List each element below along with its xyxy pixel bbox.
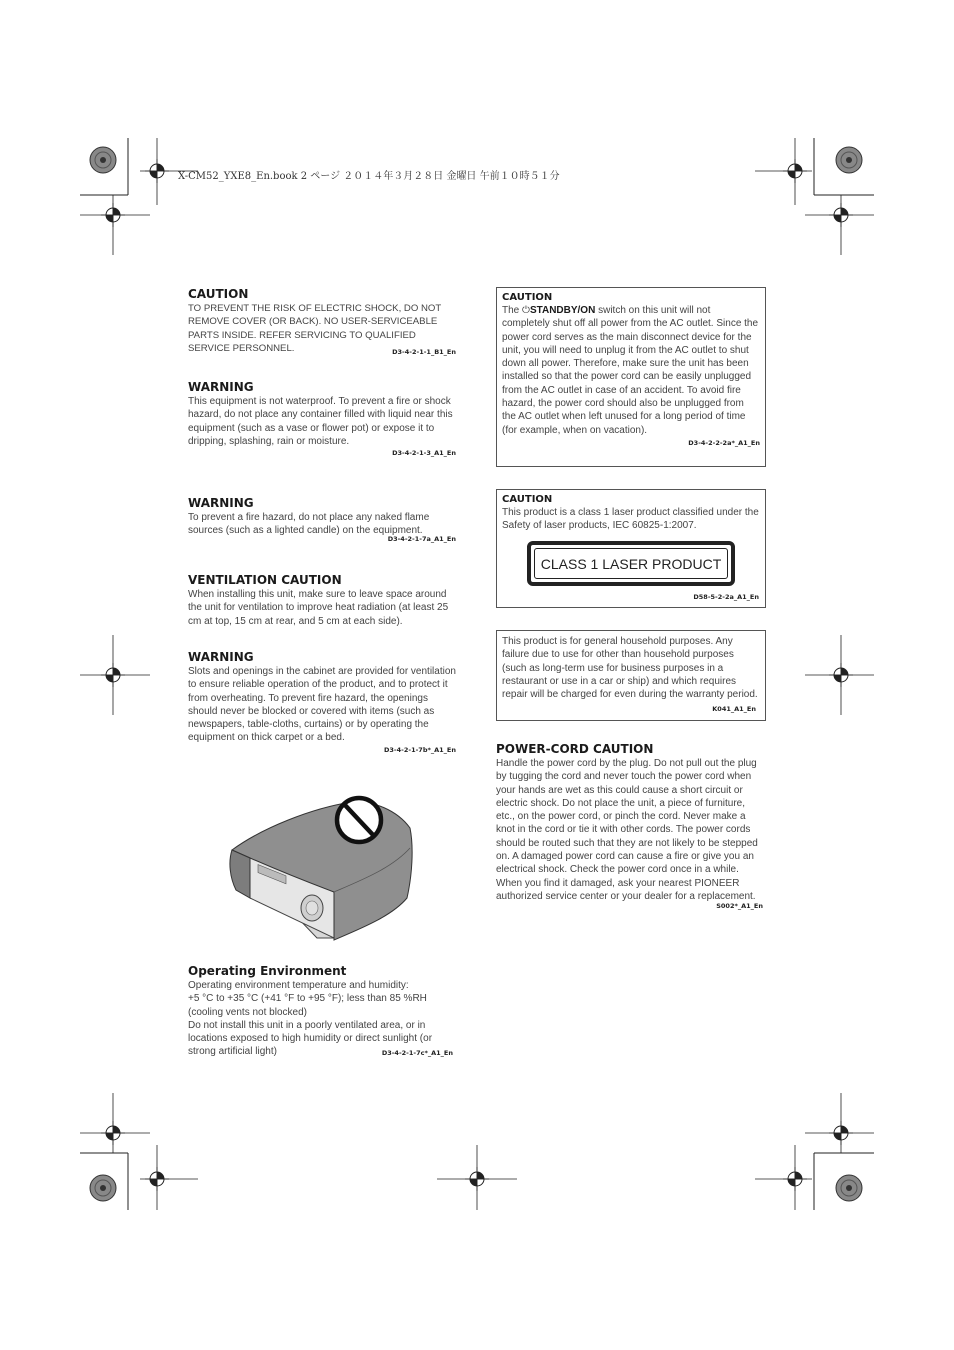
warning-slots-section <box>188 650 456 754</box>
doc-code: K041_A1_En <box>712 705 756 713</box>
section-body: When installing this unit, make sure to leave space around the unit for ventilation to improve heat radiation (at least 25 cm at top, 15 cm at rear, and 5 cm at each side). <box>188 589 449 627</box>
section-title: WARNING <box>188 650 254 664</box>
section-body-line: Operating environment temperature and humidity: <box>188 980 409 991</box>
section-body: This product is for general household purposes. Any failure due to use for other than household purposes (such as long-term use for business purposes in a restaurant or use in a car or ship) and which requires repair will be charged for even during the warranty period. <box>502 636 758 701</box>
class1-laser-label: CLASS 1 LASER PRODUCT <box>527 541 735 586</box>
registration-star-icon <box>90 147 116 173</box>
section-title: Operating Environment <box>188 964 347 978</box>
section-body: Slots and openings in the cabinet are provided for ventilation to ensure reliable operation of the product, and to protect it from overheating. To prevent fire hazard, the openings should never be blocked or covered with items (such as newspapers, table-cloths, curtains) or by operating the equipment on thick carpet or a bed. <box>188 666 456 744</box>
registration-star-icon <box>836 1175 862 1201</box>
section-title: WARNING <box>188 380 254 394</box>
doc-code: D3-4-2-1-1_B1_En <box>392 348 456 357</box>
doc-code: D3-4-2-2-2a*_A1_En <box>688 438 760 447</box>
section-body: The ⏻STANDBY/ON switch on this unit will not completely shut off all power from the AC outlet. Since the power cord serves as the main disconnect device for the unit, you will need to unplug it from the AC outlet to shut down all power. Therefore, make sure the unit has been installed so that the power cord can be easily unplugged from the AC outlet in case of an accident. To avoid fire hazard, the power cord should also be unplugged from the AC outlet when left unused for a long period of time (for example, when on vacation). <box>502 305 759 436</box>
power-cord-caution-section <box>496 742 766 910</box>
doc-code: D3-4-2-1-3_A1_En <box>392 449 456 458</box>
section-title: CAUTION <box>188 287 249 301</box>
doc-code: D3-4-2-1-7a_A1_En <box>387 534 456 543</box>
operating-environment-section <box>188 964 456 1057</box>
doc-code: D3-4-2-1-7b*_A1_En <box>384 745 456 754</box>
section-body: To prevent a fire hazard, do not place any naked flame sources (such as a lighted candle) on the equipment. <box>188 512 430 537</box>
caution-section <box>188 287 456 356</box>
book-header: X-CM52_YXE8_En.book 2 ページ ２０１４年３月２８日 金曜日 午前１０時５１分 <box>178 171 560 182</box>
registration-star-icon <box>90 1175 116 1201</box>
household-notice-box <box>496 630 766 721</box>
standby-on-label: STANDBY/ON <box>529 305 596 316</box>
ventilation-caution-section <box>188 573 456 628</box>
doc-code: S002*_A1_En <box>716 902 763 911</box>
warning-waterproof-section <box>188 380 456 457</box>
doc-code: D3-4-2-1-7c*_A1_En <box>381 1048 453 1057</box>
warning-flame-section <box>188 496 456 543</box>
section-body: This product is a class 1 laser product classified under the Safety of laser products, IEC 60825-1:2007. <box>502 507 759 532</box>
section-title: WARNING <box>188 496 254 510</box>
power-icon: ⏻ <box>522 305 530 316</box>
section-body-line: +5 °C to +35 °C (+41 °F to +95 °F); less than 85 %RH (cooling vents not blocked) <box>188 993 427 1018</box>
section-body-line: Do not install this unit in a poorly ventilated area, or in locations exposed to high humidity or direct sunlight (or strong artificial light) <box>188 1019 433 1058</box>
section-title: VENTILATION CAUTION <box>188 573 342 587</box>
section-body: This equipment is not waterproof. To prevent a fire or shock hazard, do not place any container filled with liquid near this equipment (such as a vase or flower pot) or expose it to dripping, splashing, rain or moisture. <box>188 396 453 447</box>
covered-unit-illustration <box>222 788 422 948</box>
registration-star-icon <box>836 147 862 173</box>
laser-caution-box <box>496 489 766 608</box>
section-title: CAUTION <box>502 292 553 303</box>
section-title: POWER-CORD CAUTION <box>496 742 654 756</box>
section-body: Handle the power cord by the plug. Do not pull out the plug by tugging the cord and never touch the power cord when your hands are wet as this could cause a short circuit or electric shock. Do not place the unit, a piece of furniture, etc., on the power cord, or pinch the cord. Never make a knot in the cord or tie it with other cords. The power cords should be routed such that they are not likely to be stepped on. A damaged power cord can cause a fire or give you an electrical shock. Check the power cord once in a while. When you find it damaged, ask your nearest PIONEER authorized service center or your dealer for a replacement. <box>496 758 758 902</box>
section-title: CAUTION <box>502 494 553 505</box>
section-body: TO PREVENT THE RISK OF ELECTRIC SHOCK, DO NOT REMOVE COVER (OR BACK). NO USER-SERVICEABLE PARTS INSIDE. REFER SERVICING TO QUALIFIED SERVICE PERSONNEL. <box>188 303 442 354</box>
doc-code: D58-5-2-2a_A1_En <box>693 593 759 601</box>
standby-caution-box <box>496 287 766 467</box>
